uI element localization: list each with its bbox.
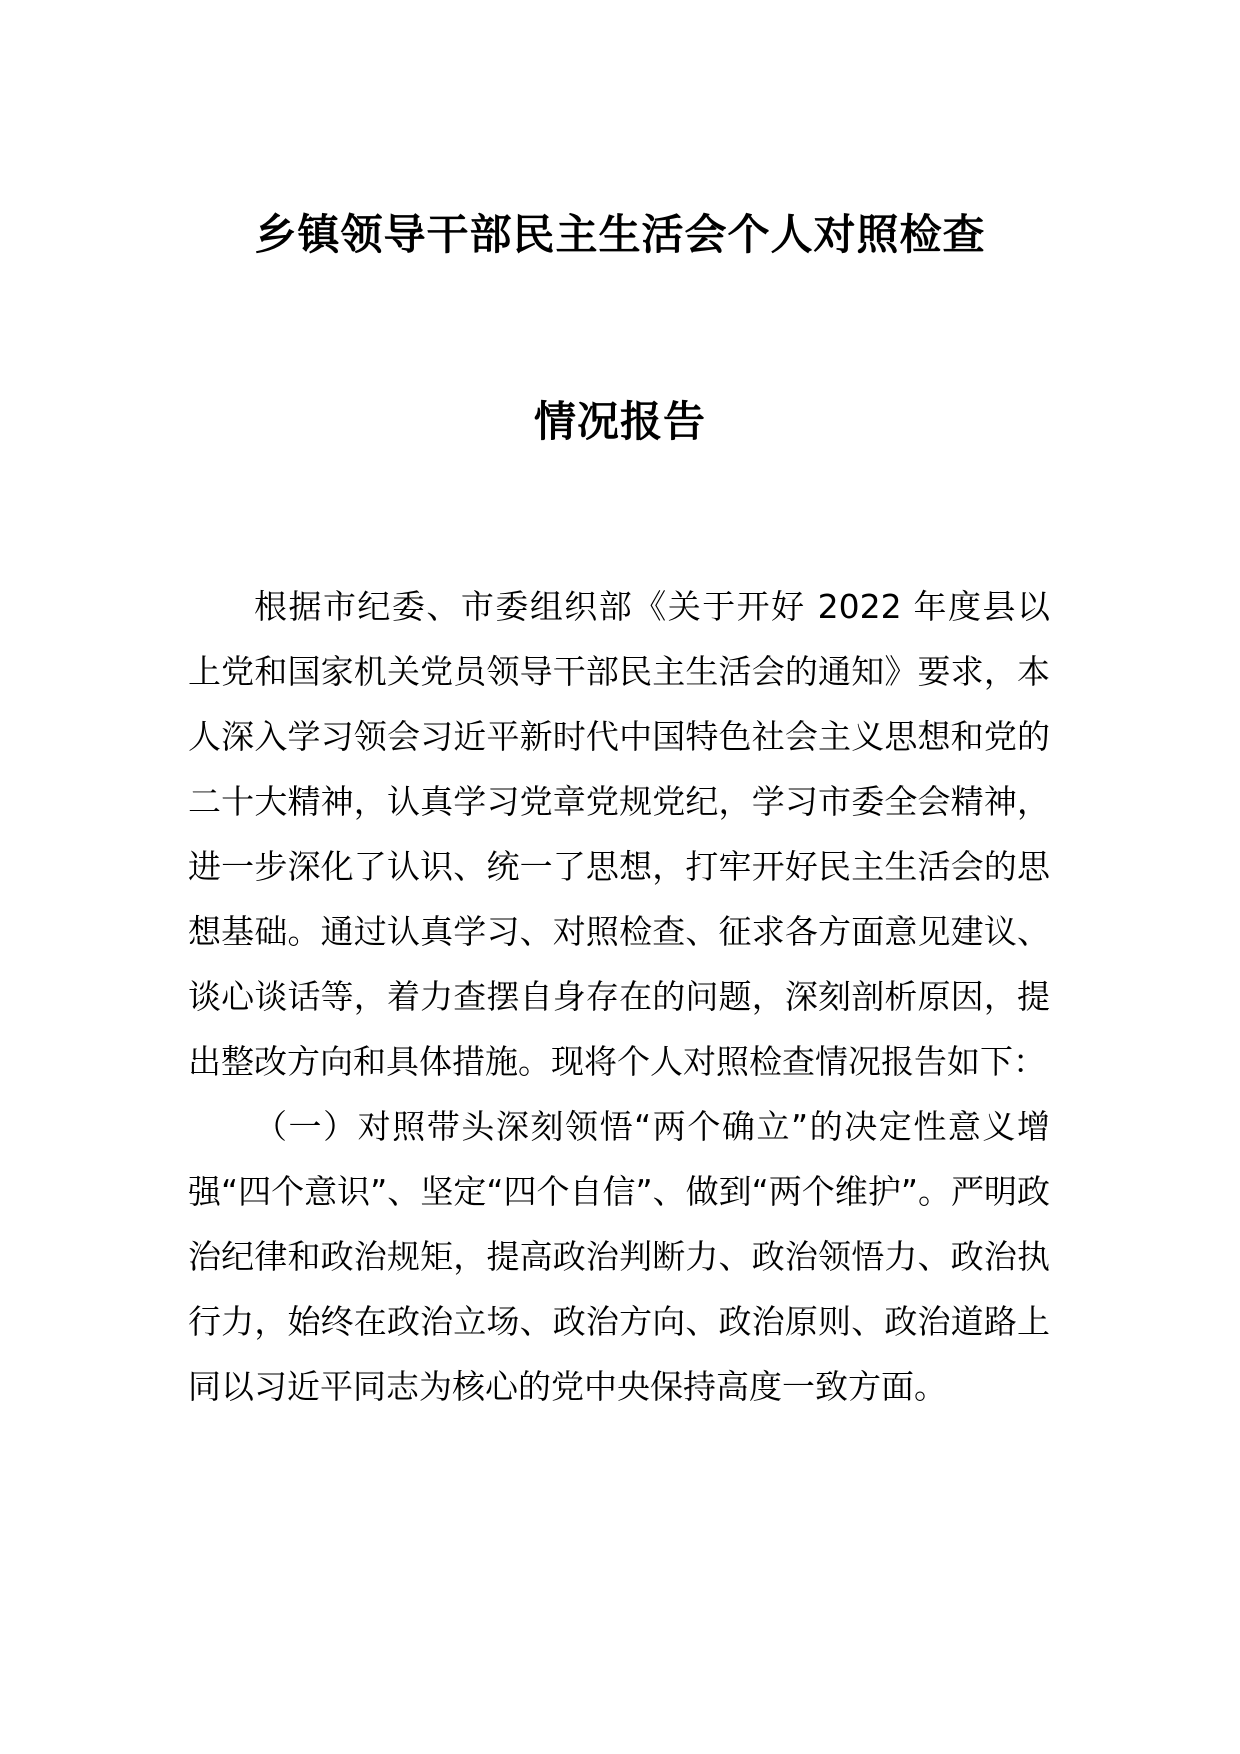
document-body <box>188 574 1050 1419</box>
document-title-line-2: 情况报告 <box>533 397 706 446</box>
document-title-line-1: 乡镇领导干部民主生活会个人对照检查 <box>254 210 986 259</box>
section-one-paragraph: （一）对照带头深刻领悟“两个确立”的决定性意义增强“四个意识”、坚定“四个自信”、做到“两个维护”。严明政治纪律和政治规矩，提高政治判断力、政治领悟力、政治执行力，始终在政治立场、政治方向、政治原则、政治道路上同以习近平同志为核心的党中央保持高度一致方面。 <box>188 1107 1050 1406</box>
intro-paragraph: 根据市纪委、市委组织部《关于开好 2022 年度县以上党和国家机关党员领导干部民主生活会的通知》要求，本人深入学习领会习近平新时代中国特色社会主义思想和党的二十大精神，认真学习党章党规党纪，学习市委全会精神，进一步深化了认识、统一了思想，打牢开好民主生活会的思想基础。通过认真学习、对照检查、征求各方面意见建议、谈心谈话等，着力查摆自身存在的问题，深刻剖析原因，提出整改方向和具体措施。现将个人对照检查情况报告如下： <box>188 587 1050 1081</box>
